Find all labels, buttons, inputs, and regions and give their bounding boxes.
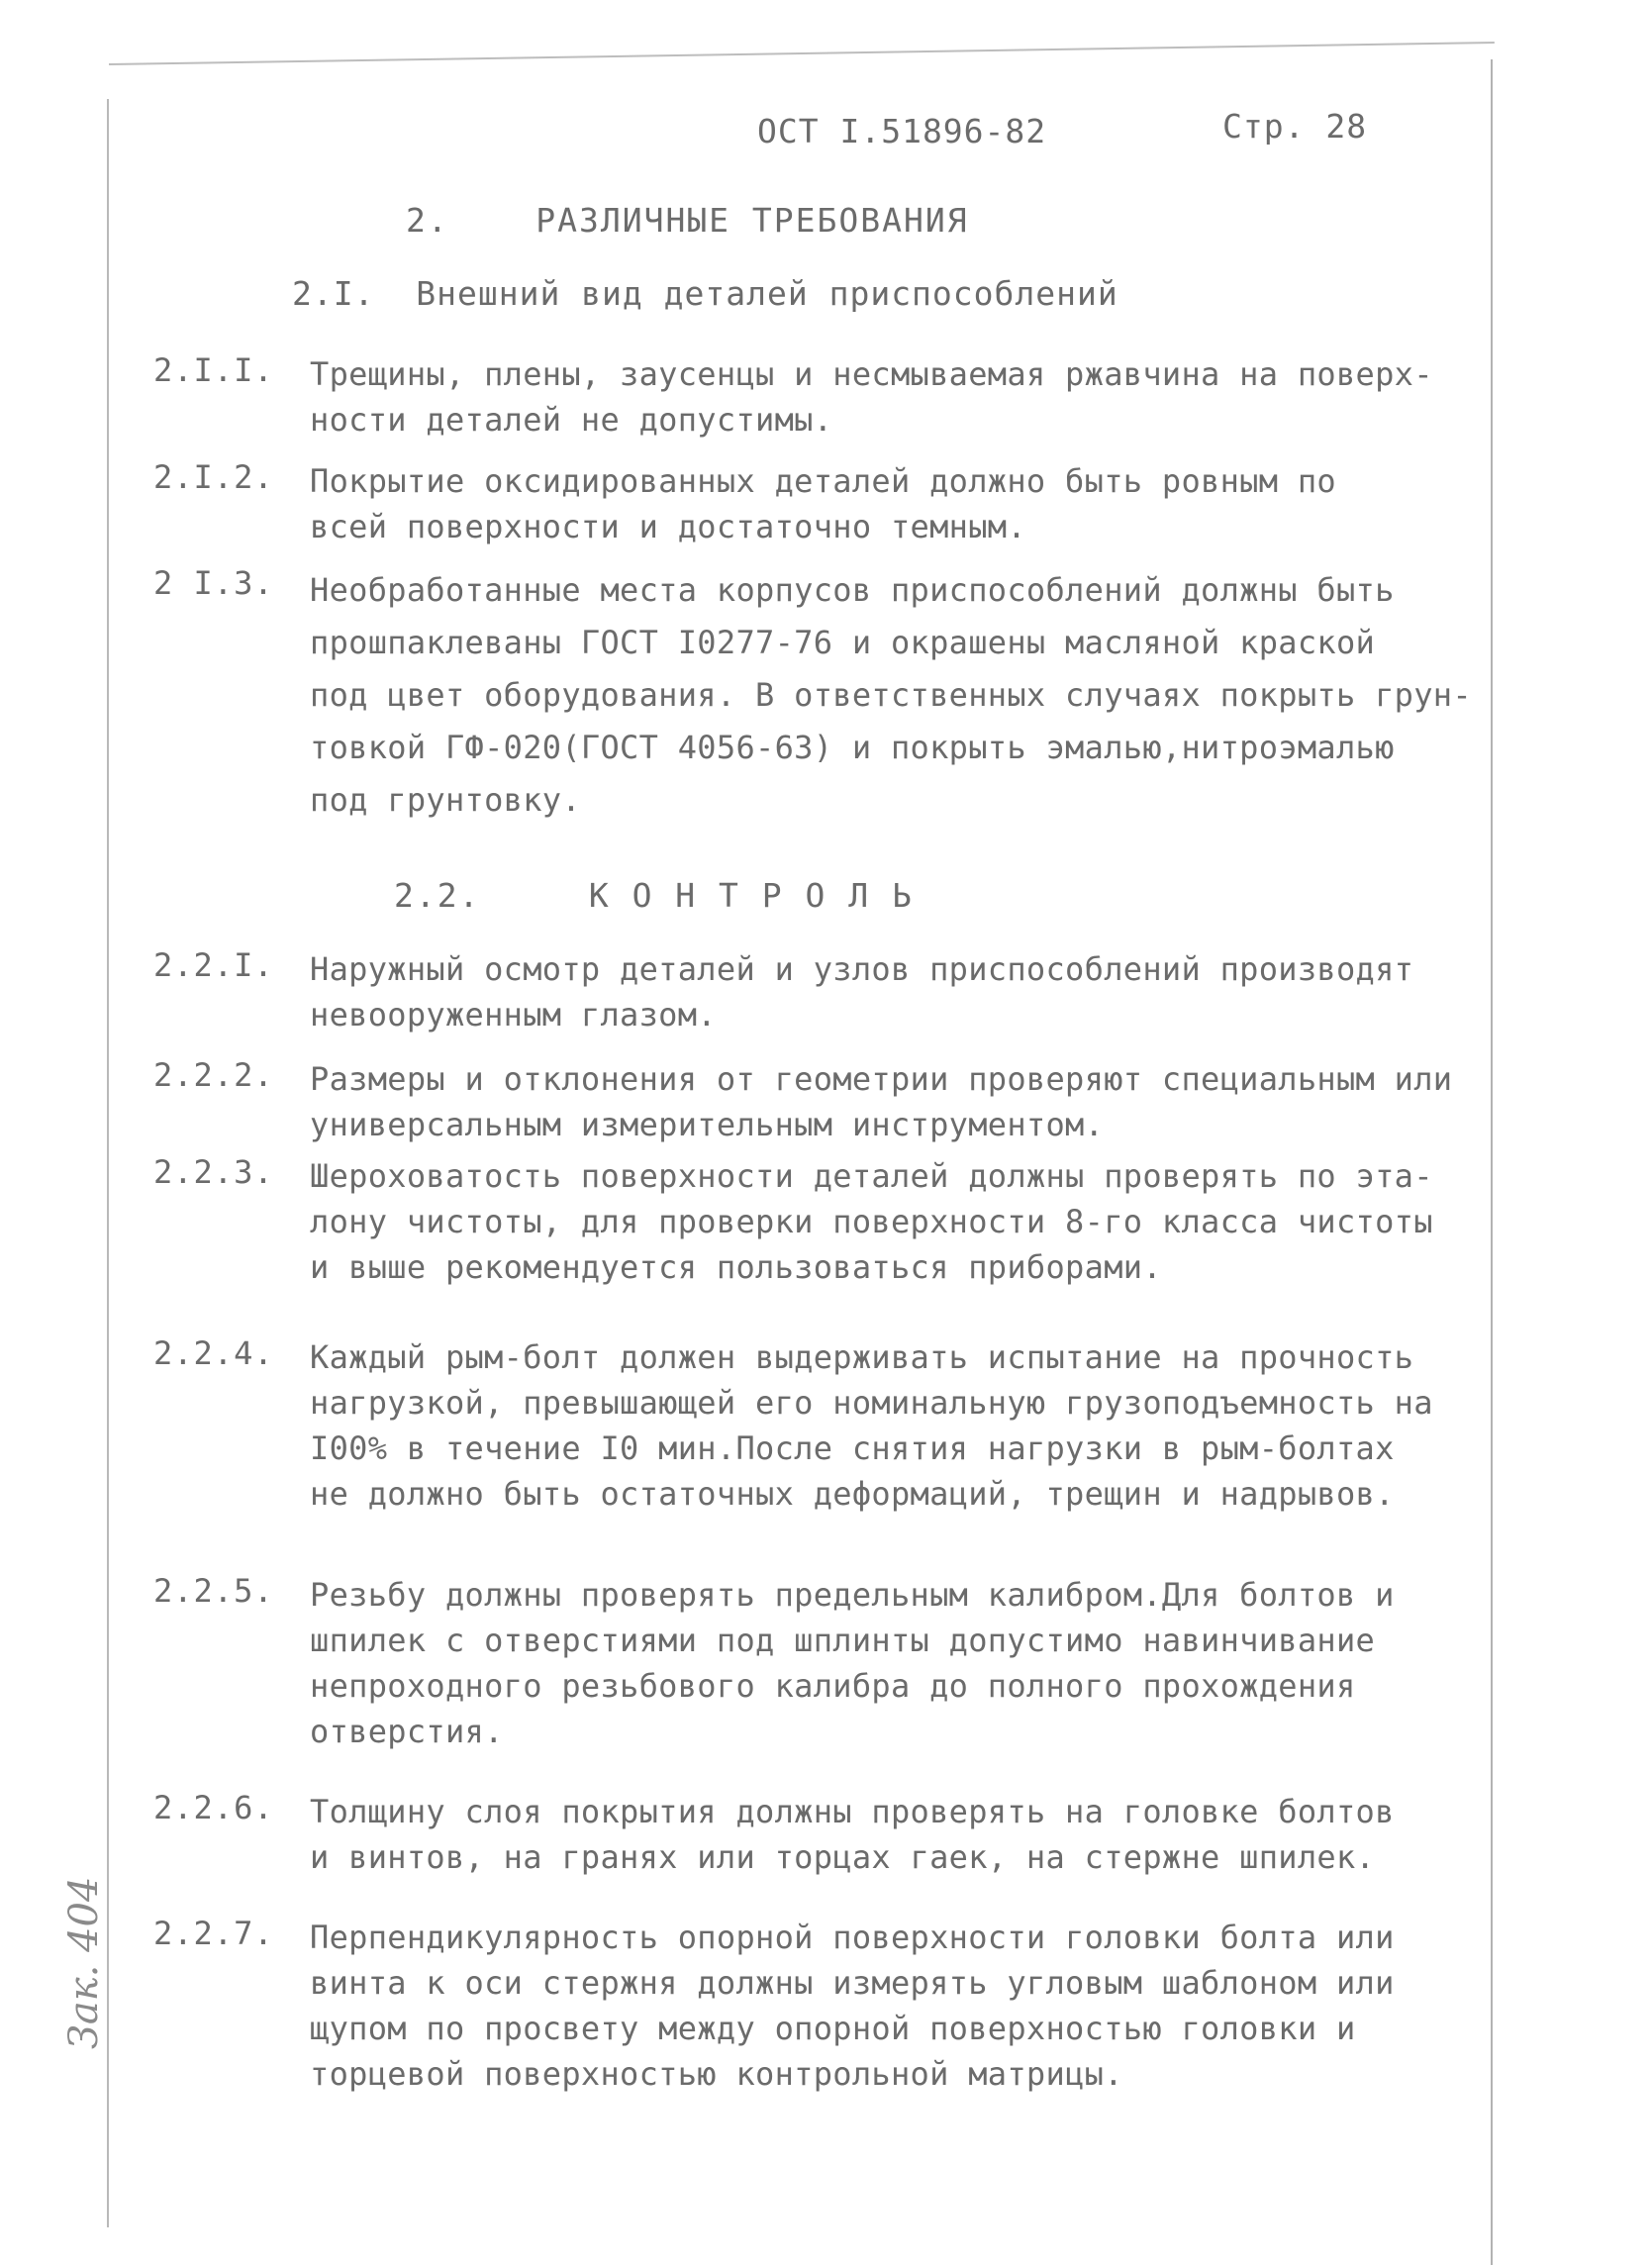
item-number: 2.2.7. [153,1915,274,1952]
item-text: Шероховатость поверхности деталей должны проверять по эта- лону чистоты, для проверки поверхности 8-го класса чистоты и выше рекомендуется пользоваться приборами. [310,1157,1433,1286]
item-number: 2 I.3. [153,564,274,602]
item-number: 2.I.I. [153,351,274,389]
item-text: Покрытие оксидированных деталей должно быть ровным по всей поверхности и достаточно темным. [310,462,1336,545]
item-number: 2.I.2. [153,458,274,496]
item-number: 2.2.4. [153,1334,274,1372]
item-text: Трещины, плены, заусенцы и несмываемая ржавчина на поверх- ности деталей не допустимы. [310,355,1433,439]
frame-top-line [109,42,1495,65]
handwritten-margin-note: Зак. 404 [61,1876,107,2049]
document-number: ОСТ I.51896-82 [757,112,1047,150]
item-text: Резьбу должны проверять предельным калибром.Для болтов и шпилек с отверстиями под шплинты допустимо навинчивание непроходного резьбового калибра до полного прохождения отверстия. [310,1576,1395,1750]
item-number: 2.2.3. [153,1153,274,1191]
item-text: Толщину слоя покрытия должны проверять на головке болтов и винтов, на гранях или торцах гаек, на стержне шпилек. [310,1793,1395,1876]
item-text: Перпендикулярность опорной поверхности головки болта или винта к оси стержня должны измерять угловым шаблоном или щупом по просвету между опорной поверхностью головки и торцевой поверхностью контрольной матрицы. [310,1919,1395,2093]
subsection-title: Внешний вид деталей приспособлений [416,274,1118,313]
page-number: Стр. 28 [1222,107,1368,146]
item-number: 2.2.6. [153,1789,274,1826]
item-text: Каждый рым-болт должен выдерживать испытание на прочность нагрузкой, превышающей его номинальную грузоподъемность на I00% в течение I0 мин.После снятия нагрузки в рым-болтах не должно быть остаточных деформаций, трещин и надрывов. [310,1338,1433,1513]
subsection-heading-control [394,876,914,915]
section-title: РАЗЛИЧНЫЕ ТРЕБОВАНИЯ [535,201,969,240]
item-number: 2.2.I. [153,946,274,984]
frame-left-line [107,99,109,2227]
item-text: Необработанные места корпусов приспособлений должны быть прошпаклеваны ГОСТ I0277-76 и окрашены масляной краской под цвет оборудования. В ответственных случаях покрыть грун- товкой ГФ-020(ГОСТ 4056-63) и покрыть эмалью,нитроэмалью под грунтовку. [310,571,1472,819]
section-number: 2. [406,201,449,240]
item-text: Размеры и отклонения от геометрии проверяют специальным или универсальным измерительным инструментом. [310,1060,1453,1143]
item-number: 2.2.2. [153,1056,274,1094]
item-number: 2.2.5. [153,1572,274,1610]
subsection-title: К О Н Т Р О Л Ь [588,876,914,915]
subsection-heading-appearance [292,274,1118,313]
subsection-number: 2.2. [394,876,481,915]
item-text: Наружный осмотр деталей и узлов приспособлений производят невооруженным глазом. [310,950,1414,1034]
subsection-number: 2.I. [292,274,375,313]
section-heading [406,201,969,240]
